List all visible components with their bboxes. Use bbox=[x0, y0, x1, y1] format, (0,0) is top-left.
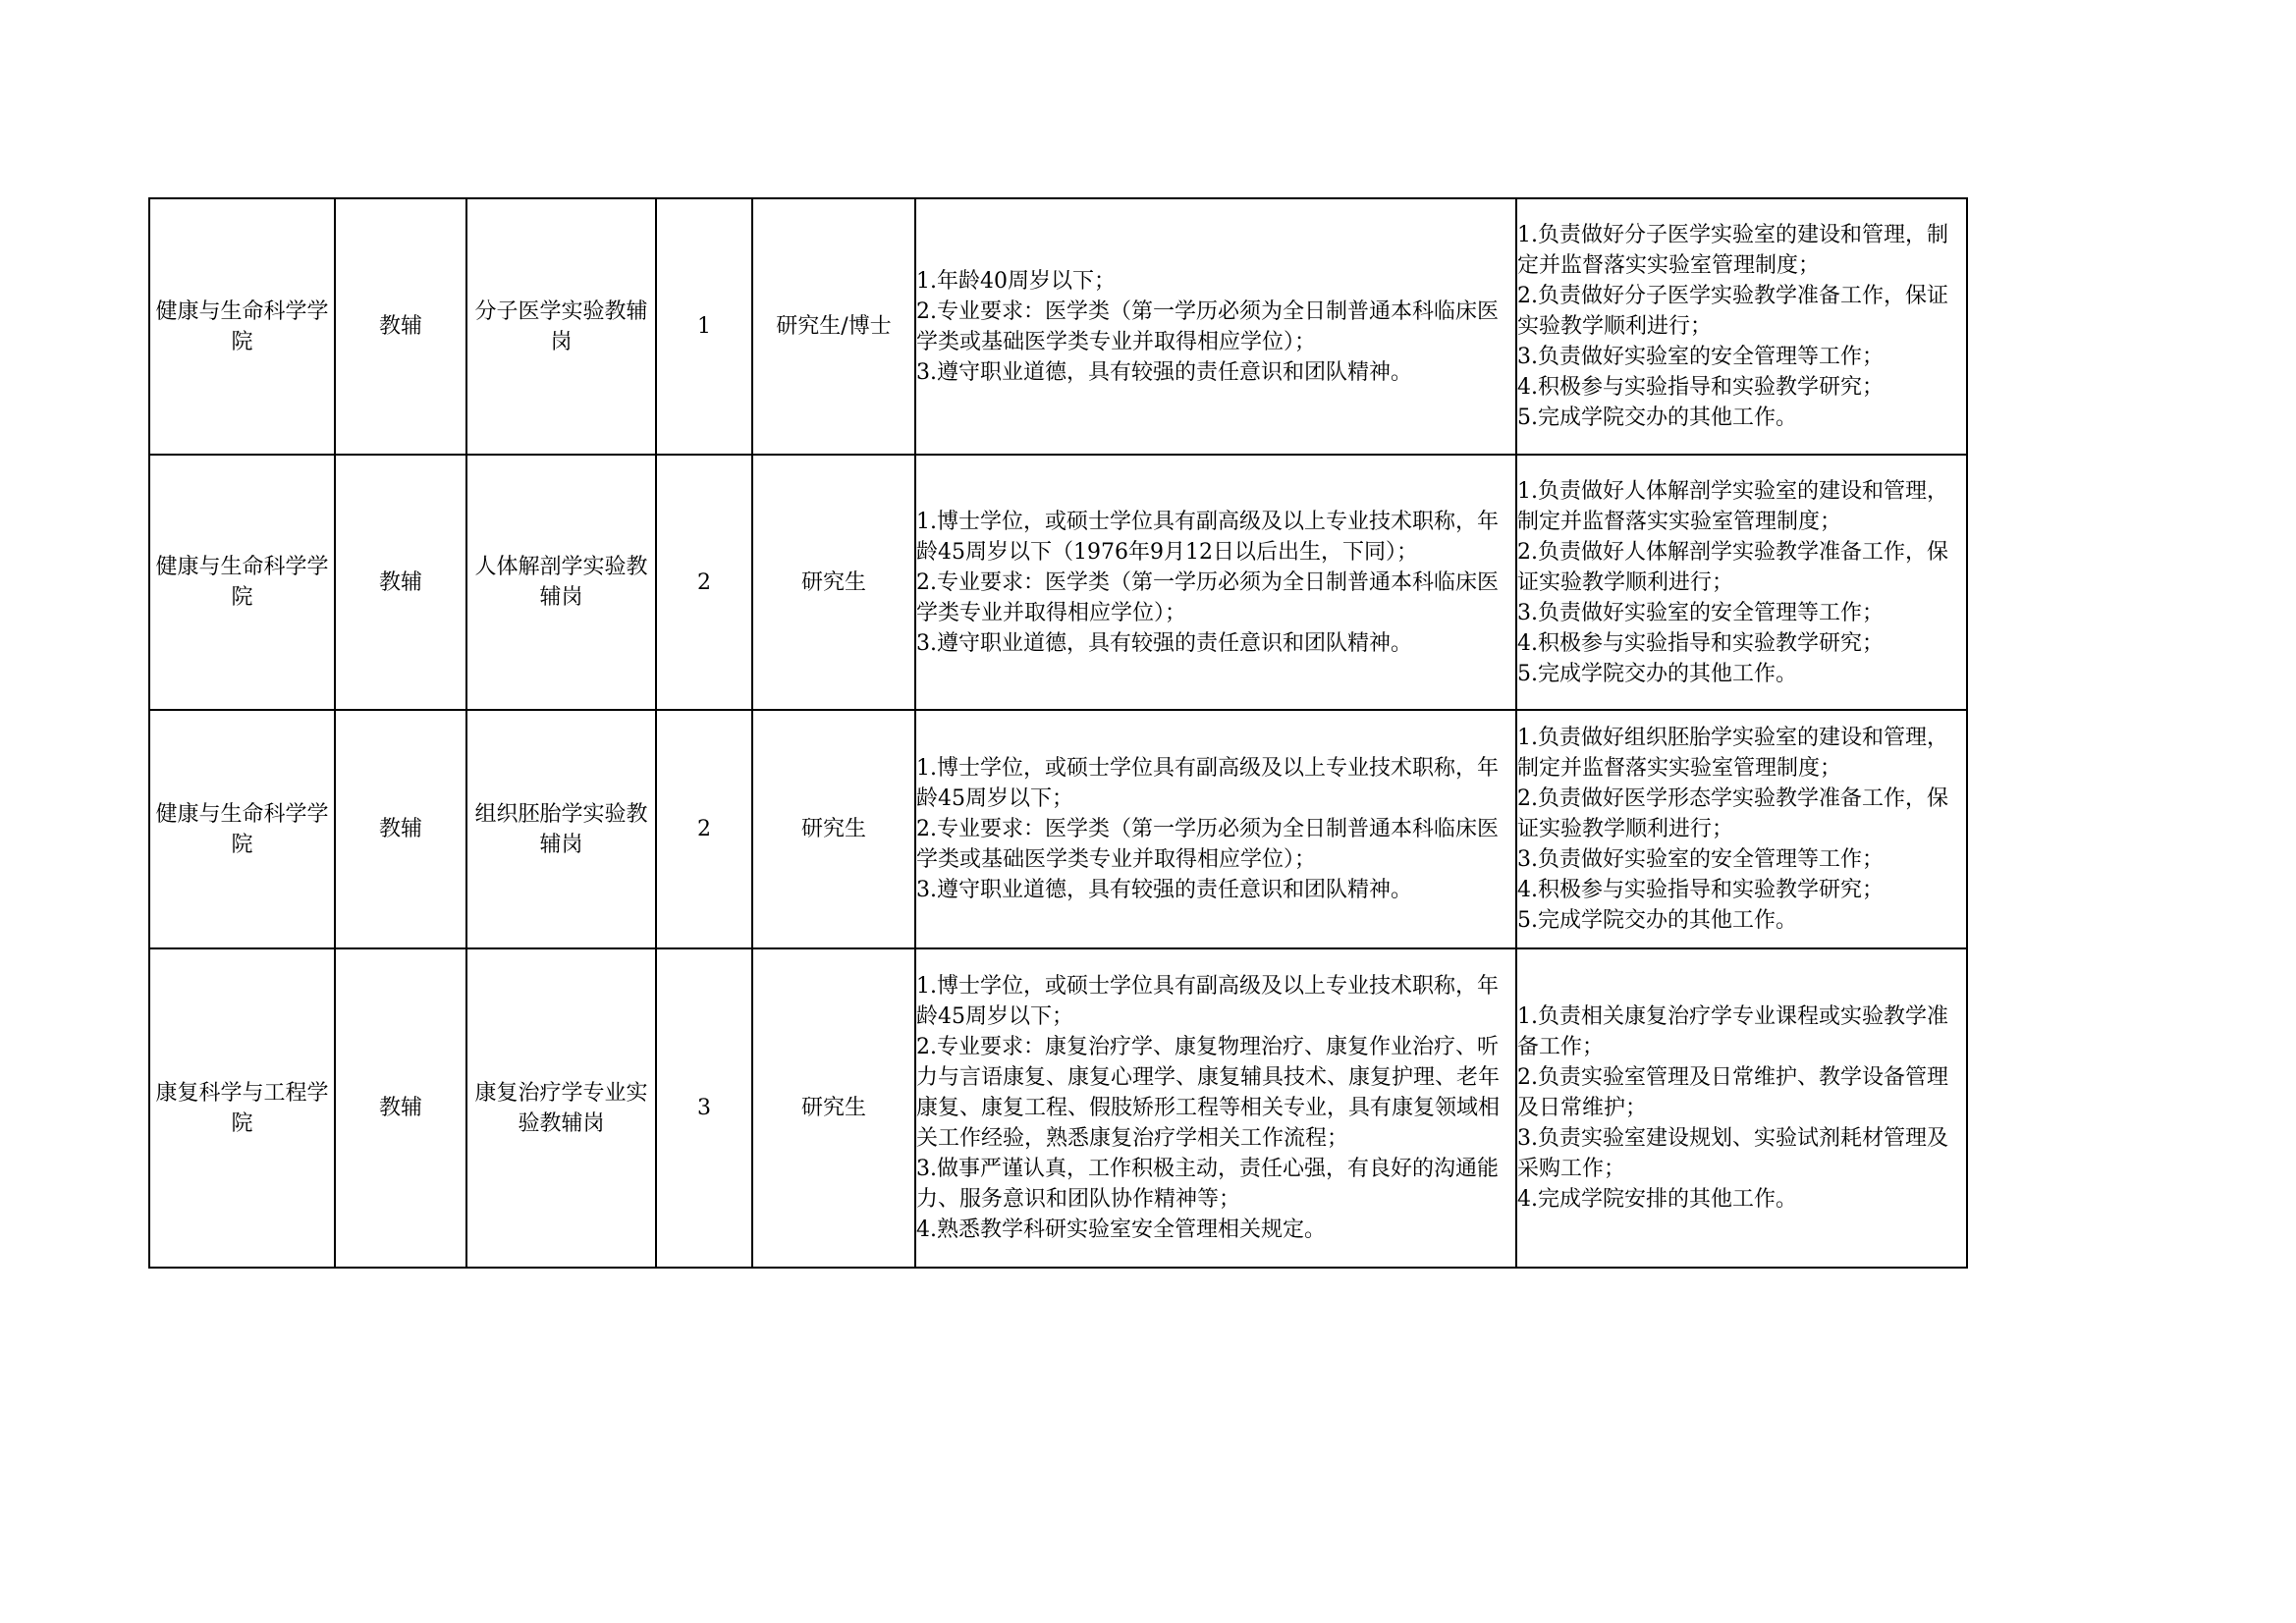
duty-item: 3.负责做好实验室的安全管理等工作； bbox=[1517, 345, 1884, 369]
duty-item: 3.负责实验室建设规划、实验试剂耗材管理及采购工作； bbox=[1517, 1126, 1948, 1181]
duty-item: 3.负责做好实验室的安全管理等工作； bbox=[1517, 600, 1884, 625]
category-cell: 教辅 bbox=[335, 198, 466, 455]
requirement-item: 1.博士学位，或硕士学位具有副高级及以上专业技术职称，年龄45周岁以下； bbox=[916, 756, 1499, 811]
recruitment-table bbox=[148, 197, 1968, 1269]
count-cell: 1 bbox=[656, 198, 752, 455]
requirement-item: 3.遵守职业道德，具有较强的责任意识和团队精神。 bbox=[916, 359, 1412, 385]
duty-item: 1.负责做好组织胚胎学实验室的建设和管理，制定并监督落实实验室管理制度； bbox=[1517, 726, 1948, 781]
table-row bbox=[149, 455, 1967, 710]
college-cell: 健康与生命科学学院 bbox=[149, 198, 335, 455]
duty-item: 2.负责做好分子医学实验教学准备工作，保证实验教学顺利进行； bbox=[1517, 284, 1948, 339]
requirement-item: 3.遵守职业道德，具有较强的责任意识和团队精神。 bbox=[916, 630, 1412, 656]
duties-cell bbox=[1516, 198, 1967, 455]
education-cell: 研究生 bbox=[752, 710, 915, 948]
duty-item: 5.完成学院交办的其他工作。 bbox=[1517, 908, 1797, 933]
count-cell: 2 bbox=[656, 710, 752, 948]
requirement-item: 2.专业要求：医学类（第一学历必须为全日制普通本科临床医学类专业并取得相应学位）； bbox=[916, 569, 1499, 625]
education-cell: 研究生 bbox=[752, 455, 915, 710]
table-row bbox=[149, 710, 1967, 948]
requirements-cell bbox=[915, 948, 1516, 1268]
table-row bbox=[149, 198, 1967, 455]
count-cell: 3 bbox=[656, 948, 752, 1268]
duty-item: 4.积极参与实验指导和实验教学研究； bbox=[1517, 630, 1884, 656]
requirements-cell bbox=[915, 198, 1516, 455]
position-cell: 分子医学实验教辅岗 bbox=[466, 198, 656, 455]
requirement-item: 1.年龄40周岁以下； bbox=[916, 268, 1116, 294]
requirement-item: 1.博士学位，或硕士学位具有副高级及以上专业技术职称，年龄45周岁以下； bbox=[916, 974, 1499, 1029]
education-cell: 研究生/博士 bbox=[752, 198, 915, 455]
requirement-item: 3.做事严谨认真，工作积极主动，责任心强，有良好的沟通能力、服务意识和团队协作精神等； bbox=[916, 1157, 1499, 1212]
duties-cell bbox=[1516, 455, 1967, 710]
duties-cell bbox=[1516, 948, 1967, 1268]
requirement-item: 2.专业要求：医学类（第一学历必须为全日制普通本科临床医学类或基础医学类专业并取得相应学位）； bbox=[916, 817, 1499, 872]
requirement-item: 1.博士学位，或硕士学位具有副高级及以上专业技术职称，年龄45周岁以下（1976年9月12日以后出生，下同）； bbox=[916, 509, 1499, 565]
requirement-item: 4.熟悉教学科研实验室安全管理相关规定。 bbox=[916, 1217, 1326, 1242]
duty-item: 5.完成学院交办的其他工作。 bbox=[1517, 406, 1797, 430]
college-cell: 健康与生命科学学院 bbox=[149, 710, 335, 948]
requirements-cell bbox=[915, 455, 1516, 710]
category-cell: 教辅 bbox=[335, 948, 466, 1268]
college-cell: 康复科学与工程学院 bbox=[149, 948, 335, 1268]
duty-item: 4.积极参与实验指导和实验教学研究； bbox=[1517, 375, 1884, 400]
education-cell: 研究生 bbox=[752, 948, 915, 1268]
duty-item: 3.负责做好实验室的安全管理等工作； bbox=[1517, 847, 1884, 872]
category-cell: 教辅 bbox=[335, 710, 466, 948]
duty-item: 1.负责做好分子医学实验室的建设和管理，制定并监督落实实验室管理制度； bbox=[1517, 223, 1948, 278]
duty-item: 2.负责做好人体解剖学实验教学准备工作，保证实验教学顺利进行； bbox=[1517, 539, 1948, 595]
position-cell: 人体解剖学实验教辅岗 bbox=[466, 455, 656, 710]
duty-item: 2.负责实验室管理及日常维护、教学设备管理及日常维护； bbox=[1517, 1065, 1948, 1120]
duty-item: 4.积极参与实验指导和实验教学研究； bbox=[1517, 878, 1884, 902]
count-cell: 2 bbox=[656, 455, 752, 710]
duty-item: 5.完成学院交办的其他工作。 bbox=[1517, 661, 1797, 686]
position-cell: 组织胚胎学实验教辅岗 bbox=[466, 710, 656, 948]
requirements-cell bbox=[915, 710, 1516, 948]
requirement-item: 3.遵守职业道德，具有较强的责任意识和团队精神。 bbox=[916, 878, 1412, 902]
duty-item: 2.负责做好医学形态学实验教学准备工作，保证实验教学顺利进行； bbox=[1517, 786, 1948, 841]
position-cell: 康复治疗学专业实验教辅岗 bbox=[466, 948, 656, 1268]
table-row bbox=[149, 948, 1967, 1268]
college-cell: 健康与生命科学学院 bbox=[149, 455, 335, 710]
requirement-item: 2.专业要求：医学类（第一学历必须为全日制普通本科临床医学类或基础医学类专业并取得相应学位）； bbox=[916, 298, 1499, 354]
duty-item: 1.负责做好人体解剖学实验室的建设和管理，制定并监督落实实验室管理制度； bbox=[1517, 478, 1948, 534]
category-cell: 教辅 bbox=[335, 455, 466, 710]
duty-item: 4.完成学院安排的其他工作。 bbox=[1517, 1187, 1797, 1212]
duties-cell bbox=[1516, 710, 1967, 948]
requirement-item: 2.专业要求：康复治疗学、康复物理治疗、康复作业治疗、听力与言语康复、康复心理学、康复辅具技术、康复护理、老年康复、康复工程、假肢矫形工程等相关专业，具有康复领域相关工作经验，熟悉康复治疗学相关工作流程； bbox=[916, 1035, 1501, 1151]
duty-item: 1.负责相关康复治疗学专业课程或实验教学准备工作； bbox=[1517, 1004, 1948, 1059]
